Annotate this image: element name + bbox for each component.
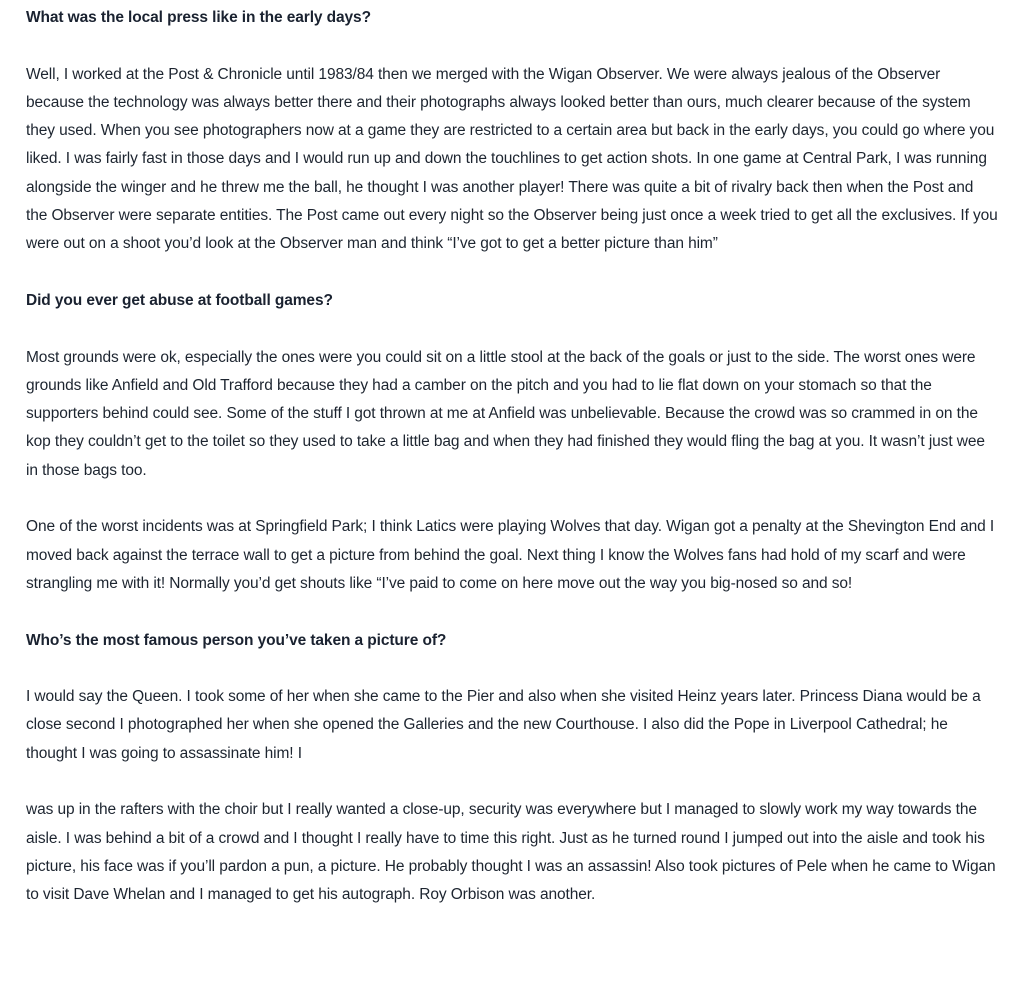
question-heading-abuse: Did you ever get abuse at football games? (26, 291, 333, 309)
paragraph-spacer (26, 598, 998, 626)
answer-paragraph-local-press: Well, I worked at the Post & Chronicle until 1983/84 then we merged with the Wigan Observer. We were always jealous of the Observer because the technology was always better there and their photographs always looked better than ours, much clearer because of the system they used. When you see photographers now at a game they are restricted to a certain area but back in the early days, you could go where you liked. I was fairly fast in those days and I would run up and down the touchlines to get action shots. In one game at Central Park, I was running alongside the winger and he threw me the ball, he thought I was another player! There was quite a bit of rivalry back then when the Post and the Observer were separate entities. The Post came out every night so the Observer being just once a week tried to get all the exclusives. If you were out on a shoot you’d look at the Observer man and think “I’ve got to get a better picture than him” (26, 65, 998, 253)
answer-paragraph-abuse-1: Most grounds were ok, especially the ones were you could sit on a little stool at the back of the goals or just to the side. The worst ones were grounds like Anfield and Old Trafford because they had a camber on the pitch and you had to lie flat down on your stomach so that the supporters behind could see. Some of the stuff I got thrown at me at Anfield was unbelievable. Because the crowd was so crammed in on the kop they couldn’t get to the toilet so they used to take a little bag and when they had finished they would fling the bag at you. It wasn’t just wee in those bags too. (26, 348, 985, 479)
question-heading-local-press: What was the local press like in the early days? (26, 9, 371, 26)
answer-paragraph-famous-2: was up in the rafters with the choir but I really wanted a close-up, security was everywhere but I managed to slowly work my way towards the aisle. I was behind a bit of a crowd and I thought I really have to time this right. Just as he turned round I jumped out into the aisle and took his picture, his face was if you’ll pardon a pun, a picture. He probably thought I was an assassin! Also took pictures of Pele when he came to Wigan to visit Dave Whelan and I managed to get his autograph. Roy Orbison was another. (26, 801, 996, 904)
answer-paragraph-famous-1: I would say the Queen. I took some of her when she came to the Pier and also when she visited Heinz years later. Princess Diana would be a close second I photographed her when she opened the Galleries and the new Courthouse. I also did the Pope in Liverpool Cathedral; he thought I was going to assassinate him! I (26, 688, 981, 762)
paragraph-spacer (26, 259, 998, 287)
paragraph-spacer (26, 32, 998, 60)
question-heading-famous-person: Who’s the most famous person you’ve taken a picture of? (26, 631, 447, 649)
paragraph-spacer (26, 485, 998, 513)
paragraph-spacer (26, 655, 998, 683)
paragraph-spacer (26, 315, 998, 343)
answer-paragraph-abuse-2: One of the worst incidents was at Springfield Park; I think Latics were playing Wolves that day. Wigan got a penalty at the Shevington End and I moved back against the terrace wall to get a picture from behind the goal. Next thing I know the Wolves fans had hold of my scarf and were strangling me with it! Normally you’d get shouts like “I’ve paid to come on here move out the way you big-nosed so and so! (26, 518, 995, 592)
paragraph-spacer (26, 768, 998, 796)
